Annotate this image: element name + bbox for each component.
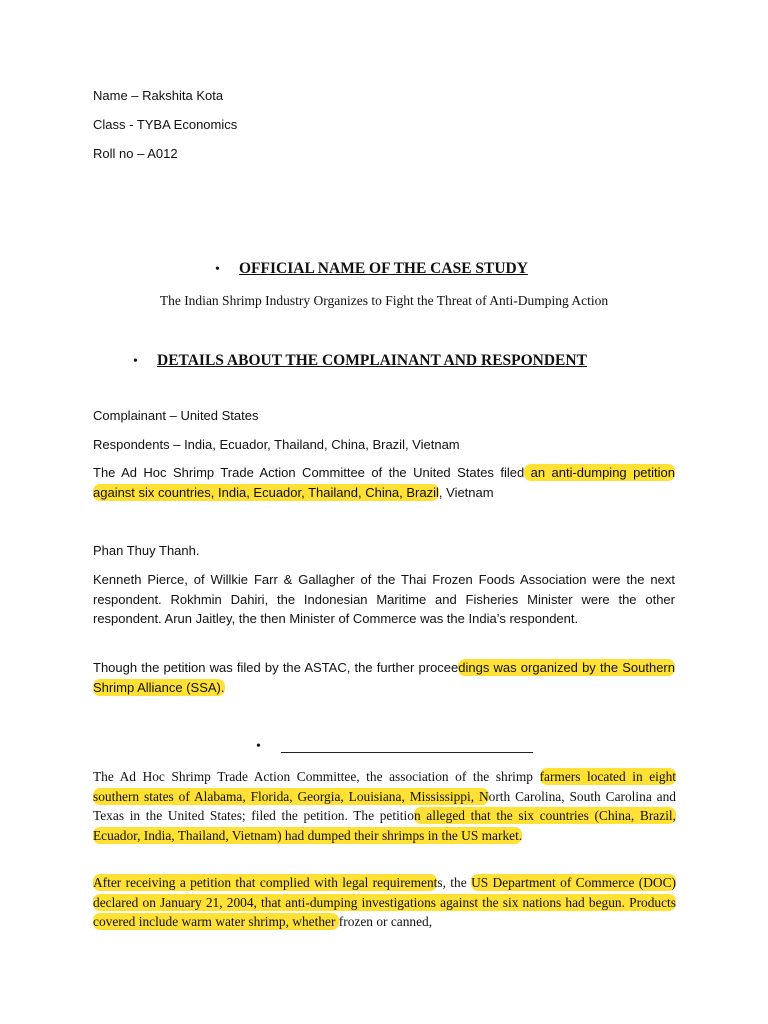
section1-heading: OFFICIAL NAME OF THE CASE STUDY	[239, 260, 528, 277]
student-name: Name – Rakshita Kota	[93, 88, 224, 103]
complainant-line: Complainant – United States	[93, 408, 259, 423]
section2-heading: DETAILS ABOUT THE COMPLAINANT AND RESPONDENT	[157, 352, 587, 369]
investigation-highlight-doc: US Department of Commerce (DOC) declared on January 21, 2004, that anti-dumping investigations against the six nations had begun. Products covered include warm water shrimp, whether	[93, 875, 676, 929]
investigation-text-end: frozen or canned,	[338, 914, 433, 929]
investigation-text: s, the	[437, 875, 472, 890]
blank-heading-rule	[281, 752, 533, 753]
student-roll: Roll no – A012	[93, 146, 178, 161]
section2-bullet: •	[133, 354, 138, 369]
filing-text: The Ad Hoc Shrimp Trade Action Committee of the United States filed	[93, 465, 525, 480]
proceedings-paragraph	[93, 658, 675, 697]
investigation-paragraph	[93, 873, 676, 932]
proceedings-highlight: dings was organized by the Southern Shrimp Alliance (SSA).	[93, 660, 675, 695]
proceedings-text: Though the petition was filed by the ASTAC, the further procee	[93, 660, 459, 675]
filing-highlight: an anti-dumping petition against six countries, India, Ecuador, Thailand, China, Brazil	[93, 465, 675, 500]
section1-bullet: •	[215, 262, 220, 277]
case-study-title: The Indian Shrimp Industry Organizes to Fight the Threat of Anti-Dumping Action	[159, 293, 609, 308]
petition-highlight-states: farmers located in eight southern states of Alabama, Florida, Georgia, Louisiana, Mississippi, N	[93, 769, 676, 804]
filing-text-end: , Vietnam	[438, 484, 494, 500]
petition-text-middle: orth Carolina, South Carolina and Texas in the United States; filed the petition. The petitio	[93, 788, 676, 823]
respondent-name-line: Phan Thuy Thanh.	[93, 543, 200, 558]
petition-highlight-allegation: n alleged that the six countries (China, Brazil, Ecuador, India, Thailand, Vietnam) had dumped their shrimps in the US market.	[93, 808, 676, 843]
petition-paragraph	[93, 767, 676, 845]
respondents-line: Respondents – India, Ecuador, Thailand, China, Brazil, Vietnam	[93, 437, 460, 452]
student-class: Class - TYBA Economics	[93, 117, 238, 132]
investigation-highlight-start: After receiving a petition that complied with legal requirement	[93, 875, 438, 890]
section3-bullet: •	[256, 739, 261, 754]
respondents-paragraph: Kenneth Pierce, of Willkie Farr & Gallagher of the Thai Frozen Foods Association were the next respondent. Rokhmin Dahiri, the Indonesian Maritime and Fisheries Minister were the other respondent. Arun Jaitley, the then Minister of Commerce was the India’s respondent.	[93, 572, 675, 626]
filing-paragraph	[93, 463, 675, 502]
petition-text-start: The Ad Hoc Shrimp Trade Action Committee, the association of the shrimp	[93, 769, 540, 784]
